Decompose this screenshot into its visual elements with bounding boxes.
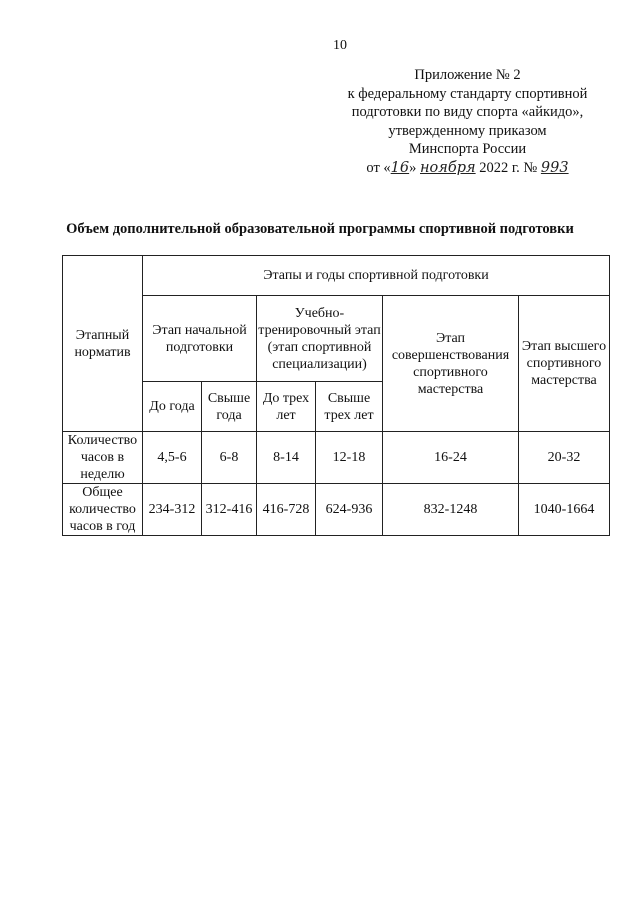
table-cell: 624-936 <box>316 484 383 536</box>
table-cell: 234-312 <box>143 484 202 536</box>
appendix-line: подготовки по виду спорта «айкидо», <box>351 104 584 120</box>
appendix-line: утвержденному приказом <box>388 122 547 139</box>
handwritten-order-number: 993 <box>540 159 569 176</box>
sub-header-upto-three: До трех лет <box>257 382 316 432</box>
table-cell: 4,5-6 <box>143 432 202 484</box>
table-cell: 20-32 <box>519 432 610 484</box>
stages-header: Этапы и годы спортивной подготовки <box>143 256 610 296</box>
document-title: Объем дополнительной образовательной программы спортивной подготовки <box>66 221 574 237</box>
stage-initial-header: Этап начальной подготовки <box>143 296 257 382</box>
appendix-line: Приложение № 2 <box>414 67 521 83</box>
sub-header-over-year: Свыше года <box>202 382 257 432</box>
stage-training-header: Учебно-тренировочный этап (этап спортивной специализации) <box>257 296 383 382</box>
row-label: Общее количество часов в год <box>63 484 143 536</box>
appendix-header <box>330 66 605 177</box>
table-cell: 6-8 <box>202 432 257 484</box>
norm-column-header: Этапный норматив <box>63 256 143 432</box>
order-date-line <box>330 159 605 178</box>
table-cell: 312-416 <box>202 484 257 536</box>
date-year: 2022 г. № <box>479 159 538 176</box>
appendix-line: к федеральному стандарту спортивной <box>347 85 588 102</box>
program-volume-table <box>62 255 610 536</box>
appendix-line: Минспорта России <box>408 141 527 157</box>
date-prefix: от « <box>366 159 391 176</box>
table-cell: 8-14 <box>257 432 316 484</box>
stage-higher-header: Этап высшего спортивного мастерства <box>519 296 610 432</box>
table-cell: 416-728 <box>257 484 316 536</box>
table-cell: 832-1248 <box>383 484 519 536</box>
handwritten-day: 16 <box>390 159 410 176</box>
table-row <box>63 484 610 536</box>
row-label: Количество часов в неделю <box>63 432 143 484</box>
date-mid: » <box>409 159 417 176</box>
table-cell: 12-18 <box>316 432 383 484</box>
table-cell: 1040-1664 <box>519 484 610 536</box>
table-row <box>63 432 610 484</box>
stage-improvement-header: Этап совершенствования спортивного мастерства <box>383 296 519 432</box>
sub-header-upto-year: До года <box>143 382 202 432</box>
handwritten-month: ноября <box>420 159 476 176</box>
page-number: 10 <box>333 38 347 53</box>
sub-header-over-three: Свыше трех лет <box>316 382 383 432</box>
table-cell: 16-24 <box>383 432 519 484</box>
